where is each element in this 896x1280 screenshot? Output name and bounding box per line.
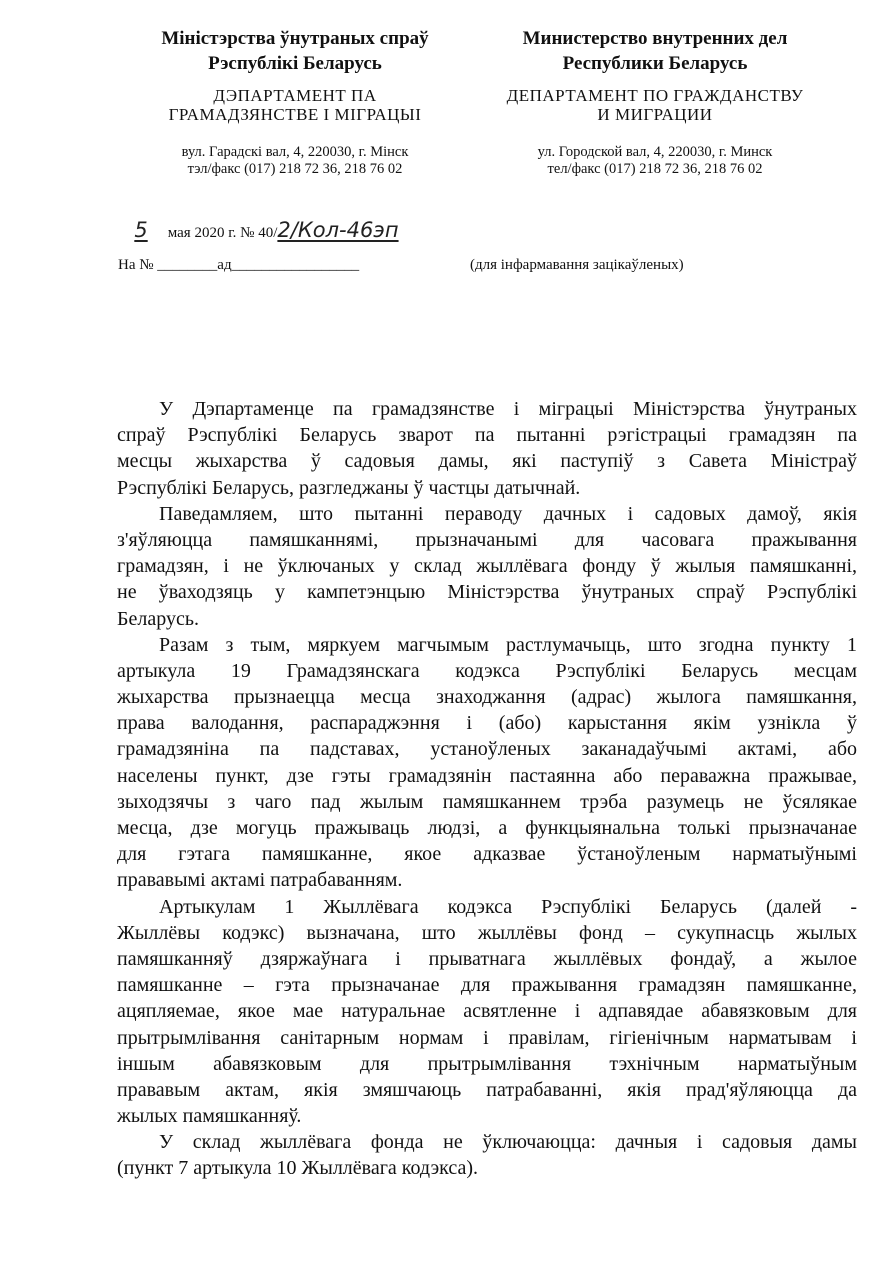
text-line: Разам з тым, мяркуем магчымым растлумачыць, што згодна пункту 1 bbox=[159, 633, 857, 656]
phone-line: тэл/факс (017) 218 72 36, 218 76 02 bbox=[187, 161, 403, 177]
text-line: прававымі актамі патрабаванням. bbox=[117, 869, 403, 892]
text-line: населены пункт, дзе гэты грамадзянін пастаянна або пераважна пражывае, bbox=[117, 764, 857, 787]
department-line: ДЕПАРТАМЕНТ ПО ГРАЖДАНСТВУ bbox=[506, 86, 804, 105]
date-and-number bbox=[118, 218, 399, 242]
text-line: У склад жыллёвага фонда не ўключаюцца: дачныя і садовыя дамы bbox=[159, 1131, 857, 1154]
text-line: спраў Рэспублікі Беларусь зварот па пытанні рэгістрацыі грамадзян па bbox=[117, 424, 857, 447]
text-line: Беларусь. bbox=[117, 607, 199, 630]
letter-body bbox=[117, 396, 857, 1182]
text-line: У Дэпартаменце па грамадзянстве і міграцыі Міністэрства ўнутраных bbox=[159, 398, 857, 420]
address-line: ул. Городской вал, 4, 220030, г. Минск bbox=[537, 144, 773, 160]
text-line: месцы жыхарства ў садовыя дамы, які паступіў з Савета Міністраў bbox=[117, 450, 857, 473]
ministry-line: Республики Беларусь bbox=[562, 53, 748, 74]
ministry-line: Міністэрства ўнутраных спраў bbox=[161, 28, 429, 49]
reference-line: На № ________ад_________________ bbox=[118, 257, 360, 273]
handwritten-number: 2/Кол-46эп bbox=[277, 218, 399, 242]
department-line: ГРАМАДЗЯНСТВЕ І МІГРАЦЫІ bbox=[168, 105, 422, 124]
text-line: з'яўляюцца памяшканнямі, прызначанымі для часовага пражывання bbox=[117, 528, 857, 551]
text-line: памяшканне – гэта прызначанае для пражывання грамадзян памяшканне, bbox=[117, 974, 857, 997]
letterhead-belarusian bbox=[105, 26, 485, 178]
text-line: Рэспублікі Беларусь, разгледжаны ў частцы датычнай. bbox=[117, 476, 581, 499]
text-line: Артыкулам 1 Жыллёвага кодэкса Рэспублікі Беларусь (далей - bbox=[159, 895, 857, 918]
text-line: ацяпляемае, якое мае натуральнае асвятленне і адпавядае абавязковым для bbox=[117, 1000, 857, 1023]
text-line: грамадзян, і не ўключаных у склад жыллёвага фонду ў жылыя памяшканні, bbox=[117, 555, 857, 578]
text-line: Паведамляем, што пытанні пераводу дачных і садовых дамоў, якія bbox=[159, 502, 857, 525]
paragraph bbox=[117, 501, 857, 632]
text-line: прававым актам, якія змяшчаюць патрабаванні, якія прад'яўляюцца да bbox=[117, 1078, 857, 1101]
text-line: грамадзяніна па падставах, устаноўленых заканадаўчымі актамі, або bbox=[117, 738, 857, 761]
handwritten-day: 5 bbox=[134, 218, 148, 242]
ministry-line: Рэспублікі Беларусь bbox=[208, 53, 382, 74]
text-line: месца, дзе могуць пражываць людзі, а функцыянальна толькі прызначанае bbox=[117, 817, 857, 839]
text-line: зыходзячы з чаго пад жылым памяшканнем трэба разумець не ўсялякае bbox=[117, 790, 857, 813]
address-line: вул. Гарадскі вал, 4, 220030, г. Мінск bbox=[181, 144, 409, 160]
ministry-name-be bbox=[105, 26, 485, 76]
paragraph bbox=[117, 1129, 857, 1181]
text-line: іншым абавязковым для прытрымлівання тэхнічным нарматыўным bbox=[117, 1052, 857, 1075]
department-line: ДЭПАРТАМЕНТ ПА bbox=[213, 86, 377, 105]
text-line: памяшканняў дзяржаўнага і прыватнага жыллёвых фондаў, а жылое bbox=[117, 947, 857, 970]
text-line: артыкула 19 Грамадзянскага кодэкса Рэспублікі Беларусь месцам bbox=[117, 659, 857, 682]
text-line: права валодання, распараджэння і (або) карыстання якім узнікла ў bbox=[117, 712, 857, 735]
text-line: жылых памяшканняў. bbox=[117, 1105, 302, 1128]
paragraph bbox=[117, 894, 857, 1130]
date-printed: мая 2020 г. № 40/ bbox=[164, 225, 278, 241]
phone-line: тел/факс (017) 218 72 36, 218 76 02 bbox=[547, 161, 763, 177]
text-line: для гэтага памяшканне, якое адказвае ўстаноўленым нарматыўнымі bbox=[117, 843, 857, 866]
text-line: (пункт 7 артыкула 10 Жыллёвага кодэкса). bbox=[117, 1157, 479, 1180]
text-line: не ўваходзяць у кампетэнцыю Міністэрства ўнутраных спраў Рэспублікі bbox=[117, 581, 857, 604]
text-line: прытрымлівання санітарным нормам і правілам, гігіенічным нарматывам і bbox=[117, 1026, 857, 1049]
letterhead-russian bbox=[465, 26, 845, 178]
ministry-name-ru bbox=[465, 26, 845, 76]
address-ru bbox=[465, 144, 845, 178]
department-name-be bbox=[105, 86, 485, 124]
department-name-ru bbox=[465, 86, 845, 124]
department-line: И МИГРАЦИИ bbox=[597, 105, 713, 124]
text-line: Жыллёвы кодэкс) вызначана, што жыллёвы фонд – сукупнасць жылых bbox=[117, 921, 857, 944]
paragraph bbox=[117, 396, 857, 501]
ministry-line: Министерство внутренних дел bbox=[522, 28, 788, 49]
address-be bbox=[105, 144, 485, 178]
text-line: жыхарства прызнаецца месца знаходжання (адрас) жылога памяшкання, bbox=[117, 686, 857, 709]
info-note: (для інфармавання зацікаўленых) bbox=[470, 257, 684, 273]
paragraph bbox=[117, 632, 857, 894]
